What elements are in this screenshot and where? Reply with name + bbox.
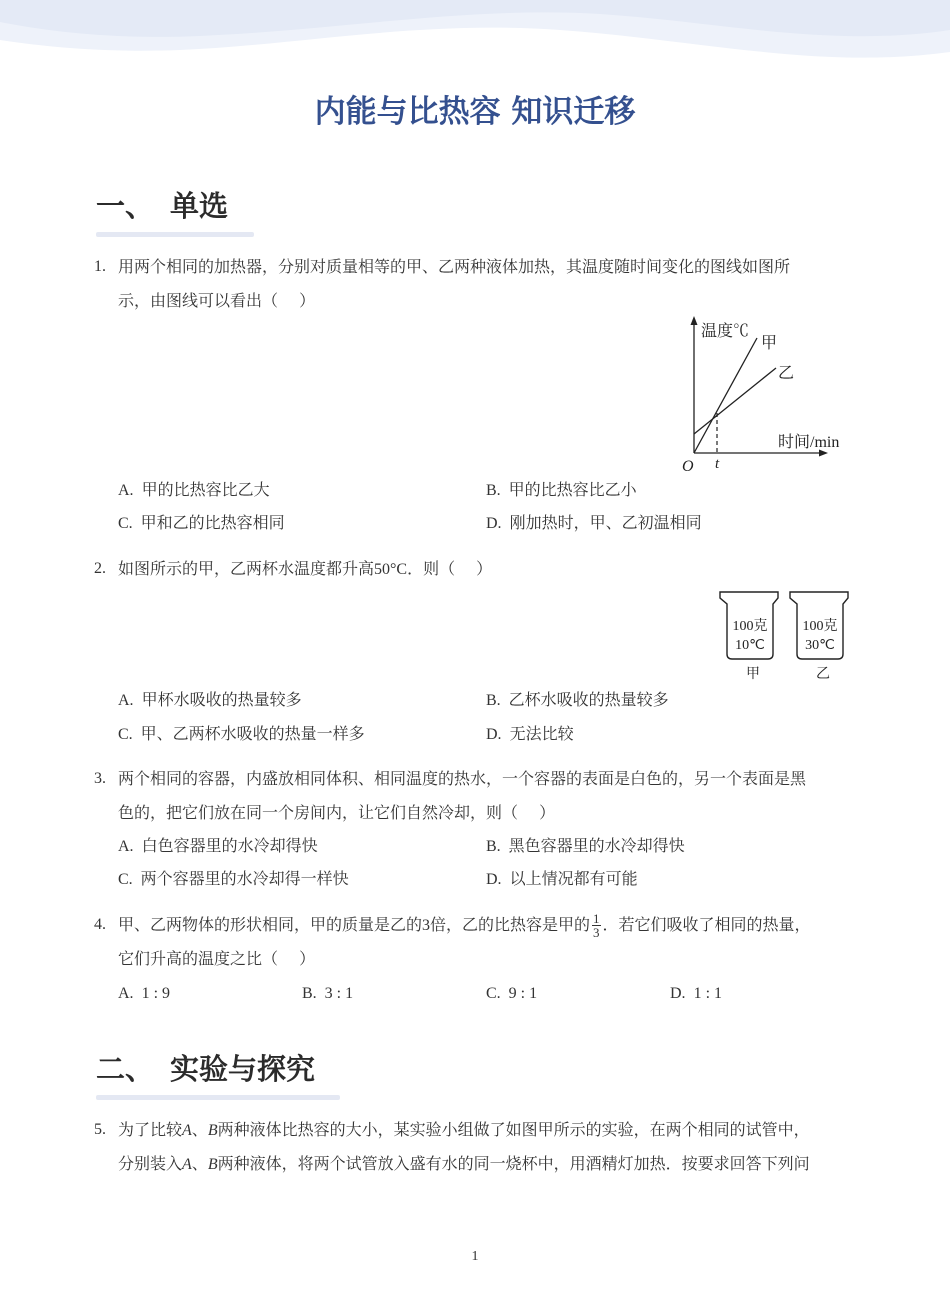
- q1-option-b[interactable]: B. 甲的比热容比乙小: [486, 480, 637, 499]
- graph-label-jia: 甲: [761, 335, 778, 352]
- header-wave: [0, 0, 950, 70]
- section-number: 一、: [96, 189, 155, 223]
- q2-option-d[interactable]: D. 无法比较: [486, 724, 574, 743]
- question-number: 2.: [94, 560, 106, 577]
- question-stem-line1: 用两个相同的加热器，分别对质量相等的甲、乙两种液体加热，其温度随时间变化的图线如图所: [118, 257, 791, 276]
- graph-xlabel: 时间/min: [778, 434, 840, 451]
- question-stem-line1: 甲、乙两物体的形状相同，甲的质量是乙的3倍，乙的比热容是甲的 $\frac{1}{3}$ ．若它们吸收了相同的热量，: [118, 911, 811, 940]
- q2-option-c[interactable]: C. 甲、乙两杯水吸收的热量一样多: [118, 724, 365, 743]
- beaker-yi: [790, 592, 848, 682]
- q4-option-b[interactable]: B. 3 : 1: [302, 985, 354, 1002]
- beaker-yi-mass: 100克: [802, 619, 838, 634]
- q3-option-a[interactable]: A. 白色容器里的水冷却得快: [118, 836, 318, 855]
- beaker-jia: [720, 592, 778, 682]
- page-title: 内能与比热容 知识迁移: [314, 94, 636, 130]
- temperature-time-graph: [670, 312, 860, 477]
- section-underline: [96, 232, 254, 237]
- beaker-jia-label: 甲: [746, 667, 760, 682]
- line-jia: [694, 338, 757, 453]
- section-heading-experiment: [96, 1047, 315, 1088]
- beaker-jia-mass: 100克: [732, 619, 768, 634]
- graph-label-yi: 乙: [778, 365, 795, 382]
- question-stem-line2: 示，由图线可以看出（ ）: [118, 291, 316, 310]
- question-stem-line2: 它们升高的温度之比（ ）: [118, 949, 316, 968]
- section-title: 单选: [170, 189, 229, 223]
- question-stem-line1: 两个相同的容器，内盛放相同体积、相同温度的热水，一个容器的表面是白色的，另一个表面是黑: [118, 769, 807, 788]
- two-beakers-figure: [712, 588, 858, 684]
- q3-option-b[interactable]: B. 黑色容器里的水冷却得快: [486, 836, 685, 855]
- question-number: 4.: [94, 916, 106, 933]
- beaker-yi-label: 乙: [816, 667, 830, 682]
- question-stem-line2: 色的，把它们放在同一个房间内，让它们自然冷却，则（ ）: [118, 803, 556, 822]
- q4-option-d[interactable]: D. 1 : 1: [670, 985, 723, 1002]
- beaker-jia-temp: 10℃: [735, 638, 765, 653]
- q4-option-c[interactable]: C. 9 : 1: [486, 985, 538, 1002]
- section-underline: [96, 1095, 340, 1100]
- question-stem: 如图所示的甲，乙两杯水温度都升高50°C．则（ ）: [118, 559, 493, 578]
- question-number: 3.: [94, 770, 106, 787]
- q4-option-a[interactable]: A. 1 : 9: [118, 985, 171, 1002]
- q3-option-d[interactable]: D. 以上情况都有可能: [486, 869, 638, 888]
- question-number: 1.: [94, 258, 106, 275]
- graph-tick-t: t: [715, 456, 720, 472]
- q1-option-c[interactable]: C. 甲和乙的比热容相同: [118, 513, 285, 532]
- q1-option-d[interactable]: D. 刚加热时，甲、乙初温相同: [486, 513, 702, 532]
- section-title: 实验与探究: [170, 1052, 316, 1086]
- q2-option-a[interactable]: A. 甲杯水吸收的热量较多: [118, 690, 302, 709]
- q2-option-b[interactable]: B. 乙杯水吸收的热量较多: [486, 690, 669, 709]
- graph-ylabel: 温度℃: [701, 323, 750, 340]
- fraction-one-third: $\frac{1}{3}$: [593, 911, 600, 940]
- section-number: 二、: [96, 1052, 155, 1086]
- section-heading-single-choice: [96, 184, 228, 225]
- question-number: 5.: [94, 1121, 106, 1138]
- page-number: 1: [471, 1249, 479, 1264]
- q3-option-c[interactable]: C. 两个容器里的水冷却得一样快: [118, 869, 349, 888]
- question-stem-line2: 分别装入A、B两种液体，将两个试管放入盛有水的同一烧杯中，用酒精灯加热．按要求回答下列问: [118, 1154, 810, 1173]
- q1-option-a[interactable]: A. 甲的比热容比乙大: [118, 480, 270, 499]
- beaker-yi-temp: 30℃: [805, 638, 835, 653]
- question-stem-line1: 为了比较A、B两种液体比热容的大小，某实验小组做了如图甲所示的实验，在两个相同的试管中，: [118, 1120, 810, 1139]
- graph-origin: O: [682, 458, 694, 475]
